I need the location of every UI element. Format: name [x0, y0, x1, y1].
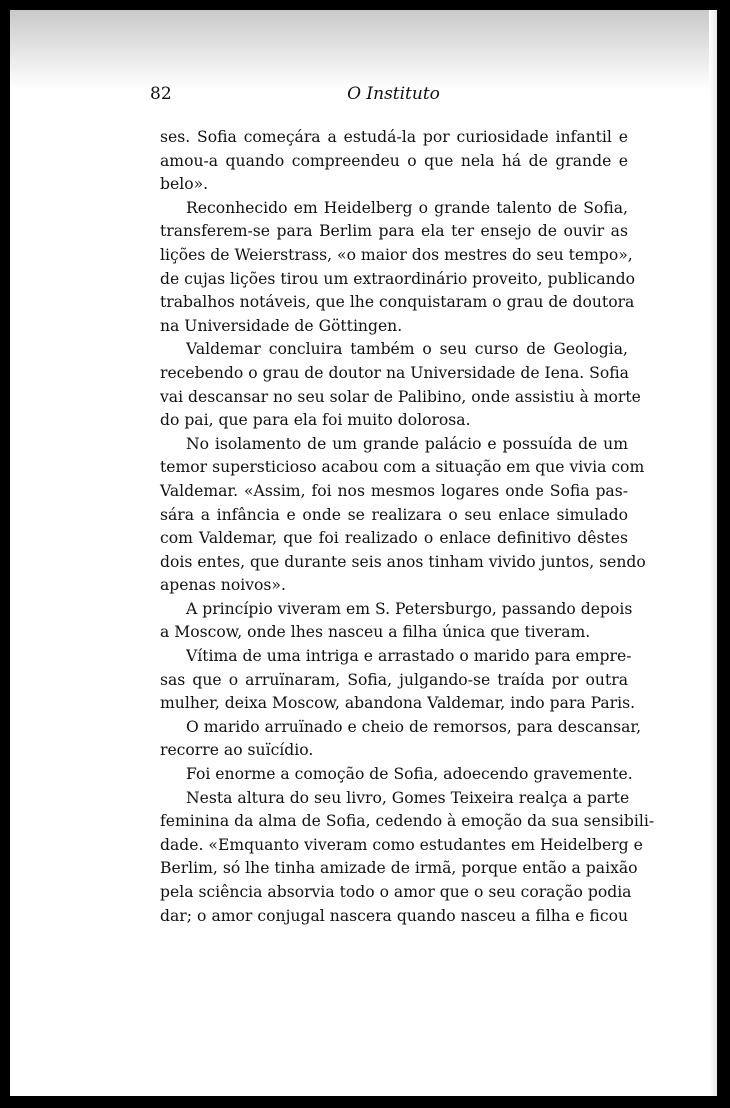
text-line: trabalhos notáveis, que lhe conquistaram o grau de doutora: [160, 293, 635, 312]
text-line: sára a infância e onde se realizara o seu enlace simulado: [160, 505, 628, 524]
text-line: Reconhecido em Heidelberg o grande talento de Sofia,: [186, 198, 628, 217]
text-line: pela sciência absorvia todo o amor que o seu coração podia: [160, 883, 632, 901]
text-line: recorre ao suïcídio.: [160, 741, 314, 760]
text-line: Vítima de uma intriga e arrastado o marido para empre-: [186, 647, 632, 666]
text-line: Foi enorme a comoção de Sofia, adoecendo gravemente.: [186, 765, 633, 784]
text-line: vai descansar no seu solar de Palibino, onde assistiu à morte: [160, 387, 641, 406]
scan-shadow: [10, 10, 717, 90]
text-line: O marido arruïnado e cheio de remorsos, para descansar,: [186, 717, 642, 736]
text-line: mulher, deixa Moscow, abandona Valdemar, indo para Paris.: [160, 694, 636, 713]
text-line: a Moscow, onde lhes nasceu a filha única que tiveram.: [160, 623, 591, 642]
text-line: transferem-se para Berlim para ela ter ensejo de ouvir as: [160, 222, 628, 241]
text-line: feminina da alma de Sofia, cedendo à emoção da sua sensibili-: [160, 812, 655, 831]
text-line: com Valdemar, que foi realizado o enlace definitivo dêstes: [160, 529, 628, 548]
text-line: Valdemar concluira também o seu curso de Geologia,: [186, 340, 628, 359]
text-line: temor supersticioso acabou com a situação em que vivia com: [160, 458, 645, 477]
text-line: ses. Sofia começára a estudá-la por curiosidade infantil e: [160, 128, 628, 146]
text-line: dois entes, que durante seis anos tinham vivido juntos, sendo: [160, 552, 646, 571]
text-line: lições de Weierstrass, «o maior dos mestres do seu tempo»,: [160, 245, 633, 264]
text-line: do pai, que para ela foi muito dolorosa.: [160, 411, 471, 430]
running-title: O Instituto: [347, 84, 440, 104]
text-line: de cujas lições tirou um extraordinário proveito, publicando: [160, 269, 636, 288]
text-line: recebendo o grau de doutor na Universidade de Iena. Sofia: [160, 363, 629, 382]
body-text: [160, 126, 655, 928]
text-line: A princípio viveram em S. Petersburgo, passando depois: [186, 599, 633, 618]
page-header: [150, 84, 637, 110]
text-line: Berlim, só lhe tinha amizade de irmã, porque então a paixão: [160, 859, 638, 878]
page-edge: [709, 10, 717, 1096]
text-line: apenas noivos».: [160, 576, 286, 595]
book-page: [10, 10, 717, 1096]
text-line: sas que o arruïnaram, Sofia, julgando-se traída por outra: [160, 670, 628, 689]
text-line: belo».: [160, 175, 209, 194]
text-line: Valdemar. «Assim, foi nos mesmos logares onde Sofia pas-: [160, 481, 628, 500]
text-line: na Universidade de Göttingen.: [160, 316, 403, 335]
text-line: dade. «Emquanto viveram como estudantes em Heidelberg e: [160, 835, 643, 854]
text-line: Nesta altura do seu livro, Gomes Teixeira realça a parte: [186, 788, 630, 807]
text-line: amou-a quando compreendeu o que nela há de grande e: [160, 151, 628, 170]
page-number: 82: [150, 84, 172, 104]
text-line: No isolamento de um grande palácio e possuída de um: [186, 434, 628, 453]
text-line: dar; o amor conjugal nascera quando nasceu a filha e ficou: [160, 906, 628, 925]
